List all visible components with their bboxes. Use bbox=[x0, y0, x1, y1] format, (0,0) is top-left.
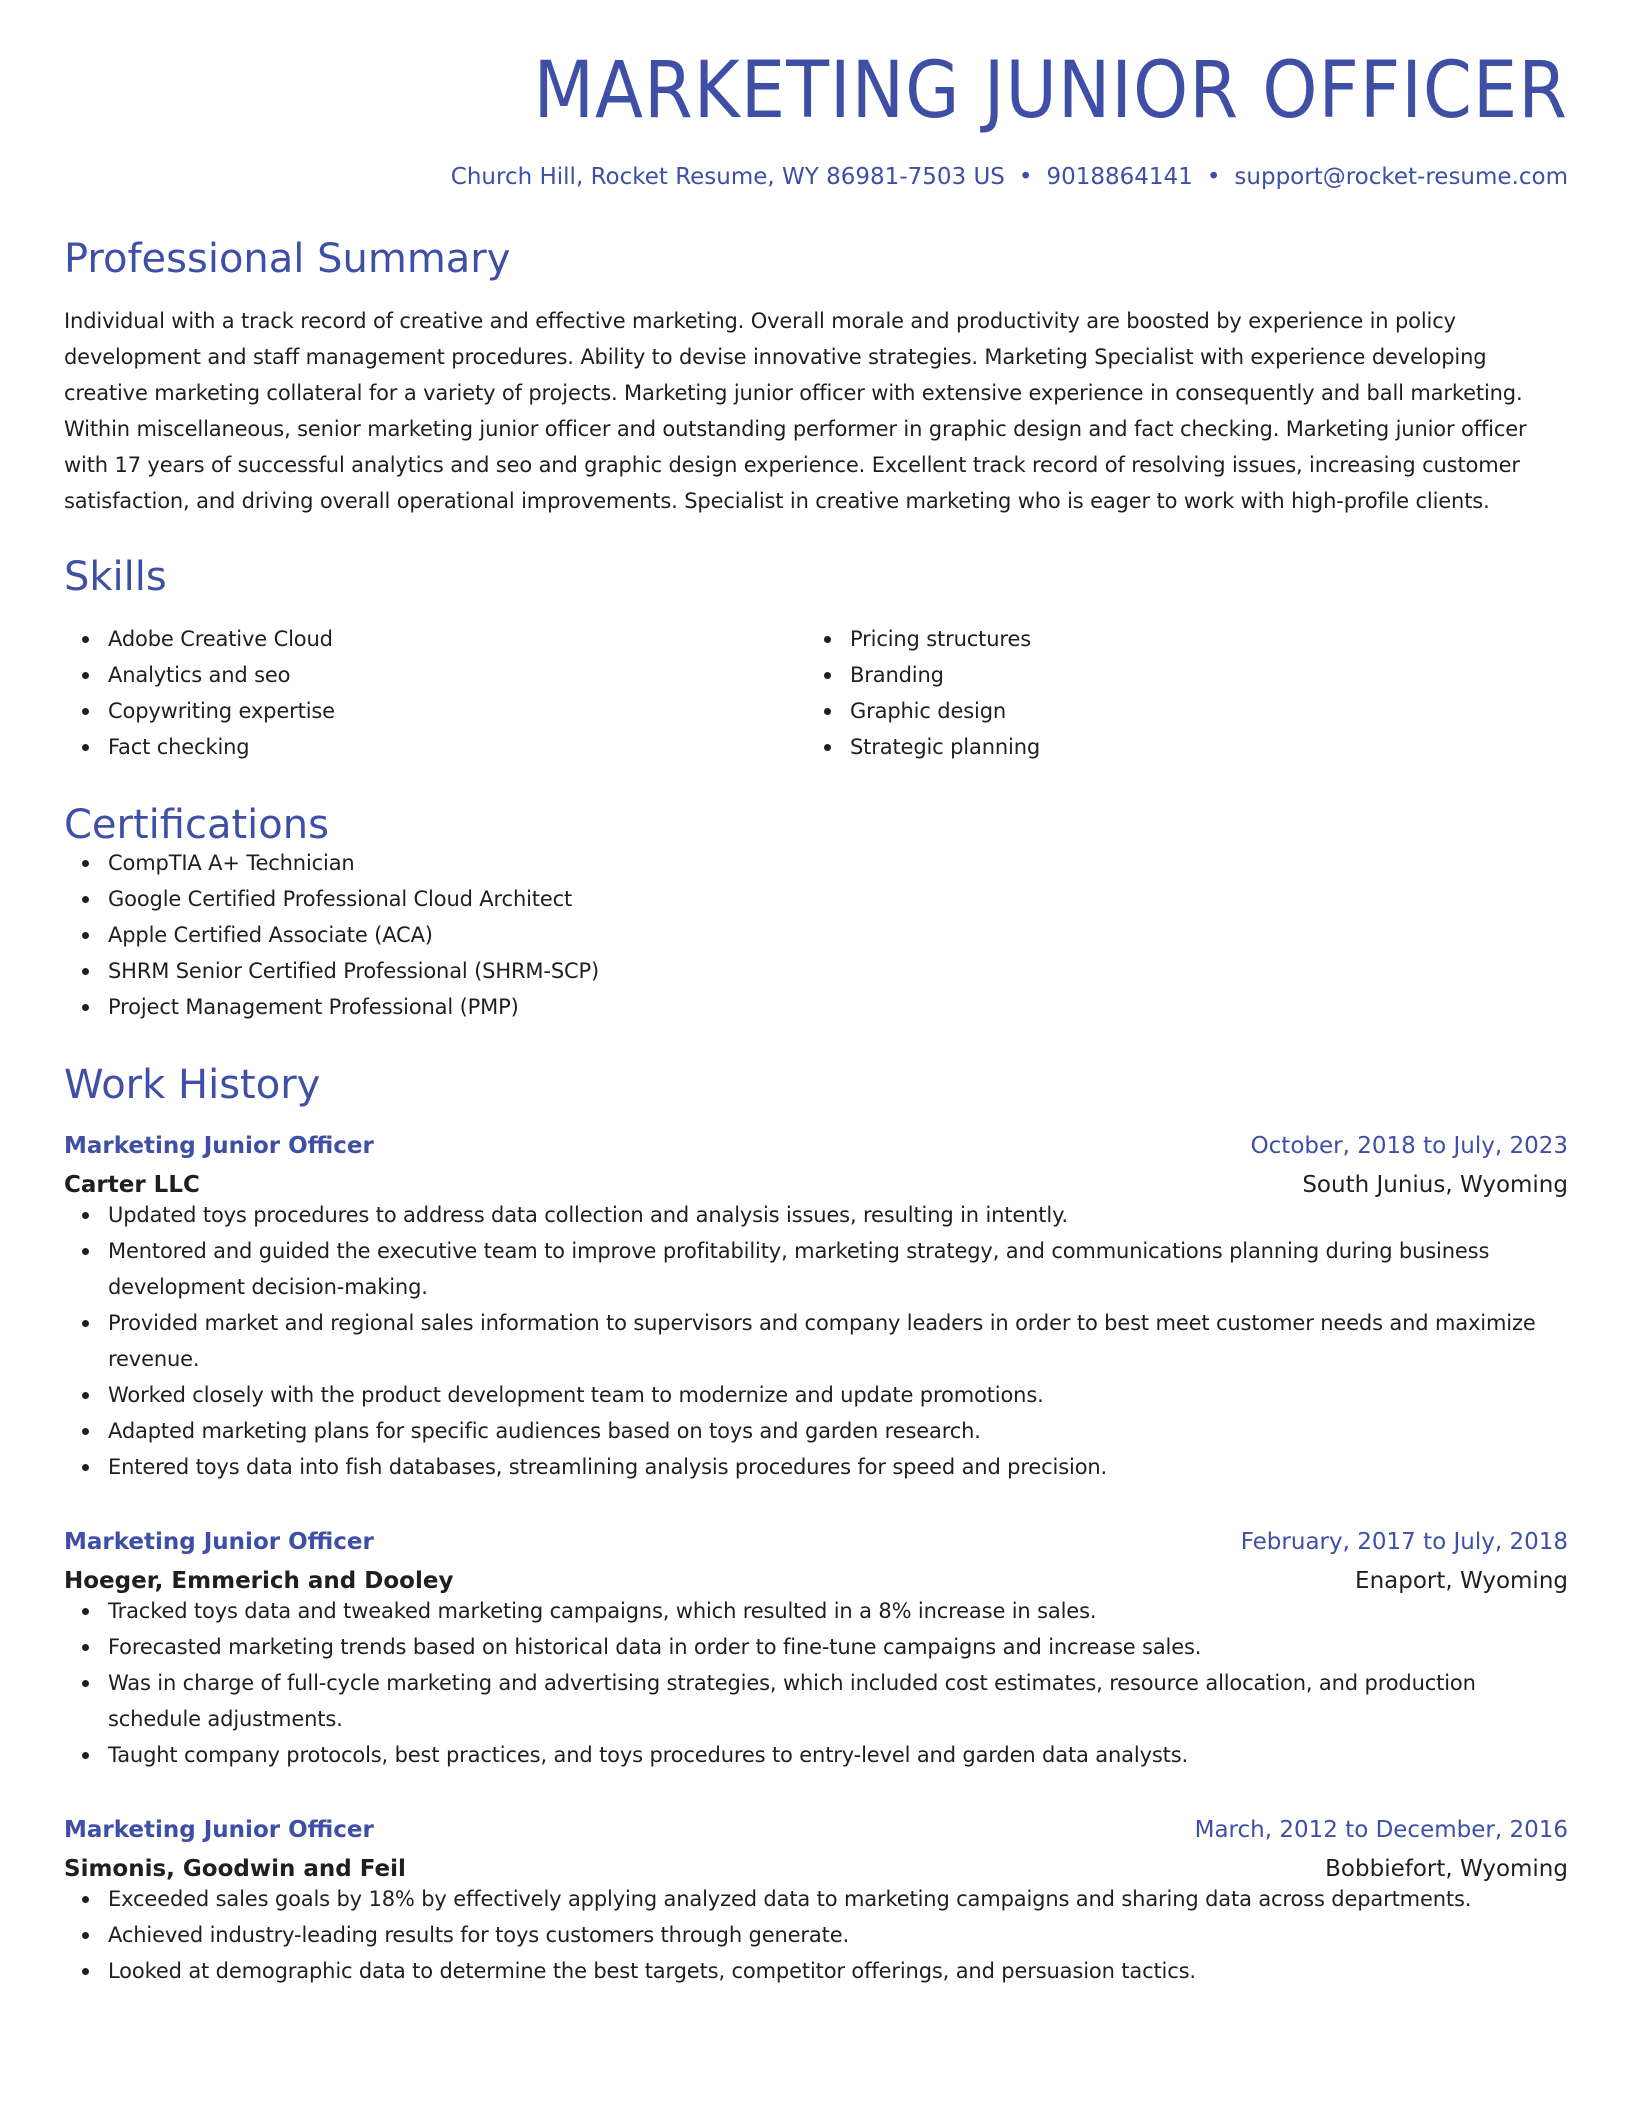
skill-item: Strategic planning bbox=[850, 729, 1548, 765]
skill-item: Analytics and seo bbox=[108, 657, 806, 693]
skills-column-left bbox=[64, 621, 806, 765]
job-duty: Mentored and guided the executive team to improve profitability, marketing strategy, and communications planning during business development decision-making. bbox=[108, 1233, 1568, 1305]
job-title: Marketing Junior Officer bbox=[64, 1529, 374, 1555]
work-history-heading: Work History bbox=[64, 1062, 321, 1108]
job-duty: Taught company protocols, best practices, and toys procedures to entry-level and garden data analysts. bbox=[108, 1737, 1568, 1773]
job-company: Hoeger, Emmerich and Dooley bbox=[64, 1568, 454, 1594]
skills-grid bbox=[64, 621, 1568, 765]
certifications-list bbox=[64, 845, 1568, 1025]
job-entry bbox=[64, 1531, 1568, 1773]
skill-item: Adobe Creative Cloud bbox=[108, 621, 806, 657]
job-duty: Looked at demographic data to determine the best targets, competitor offerings, and persuasion tactics. bbox=[108, 1953, 1568, 1989]
job-duty: Provided market and regional sales information to supervisors and company leaders in order to best meet customer needs and maximize revenue. bbox=[108, 1305, 1568, 1377]
contact-separator: • bbox=[1206, 164, 1221, 190]
job-duty: Adapted marketing plans for specific audiences based on toys and garden research. bbox=[108, 1413, 1568, 1449]
skill-item: Branding bbox=[850, 657, 1548, 693]
job-header bbox=[64, 1135, 1568, 1158]
job-subheader bbox=[64, 1858, 1568, 1881]
summary-heading: Professional Summary bbox=[64, 236, 511, 282]
job-duty: Tracked toys data and tweaked marketing campaigns, which resulted in a 8% increase in sales. bbox=[108, 1593, 1568, 1629]
email-link[interactable]: support@rocket-resume.com bbox=[1234, 164, 1568, 190]
job-dates: February, 2017 to July, 2018 bbox=[1240, 1529, 1568, 1555]
job-title: Marketing Junior Officer bbox=[64, 1817, 374, 1843]
job-title: Marketing Junior Officer bbox=[64, 1133, 374, 1159]
skill-item: Copywriting expertise bbox=[108, 693, 806, 729]
skills-column-right bbox=[806, 621, 1548, 765]
job-duty: Forecasted marketing trends based on historical data in order to fine-tune campaigns and increase sales. bbox=[108, 1629, 1568, 1665]
job-dates: March, 2012 to December, 2016 bbox=[1194, 1817, 1568, 1843]
certification-item: Google Certified Professional Cloud Architect bbox=[108, 881, 1568, 917]
job-header bbox=[64, 1531, 1568, 1554]
certification-item: Apple Certified Associate (ACA) bbox=[108, 917, 1568, 953]
job-location: Bobbiefort, Wyoming bbox=[1325, 1856, 1568, 1882]
job-dates: October, 2018 to July, 2023 bbox=[1250, 1133, 1568, 1159]
resume-header bbox=[64, 46, 1568, 190]
job-duties-list bbox=[64, 1593, 1568, 1773]
job-company: Carter LLC bbox=[64, 1172, 200, 1198]
job-entry bbox=[64, 1135, 1568, 1485]
job-duty: Worked closely with the product development team to modernize and update promotions. bbox=[108, 1377, 1568, 1413]
certification-item: Project Management Professional (PMP) bbox=[108, 989, 1568, 1025]
skills-list-right bbox=[806, 621, 1548, 765]
skill-item: Graphic design bbox=[850, 693, 1548, 729]
job-duties-list bbox=[64, 1197, 1568, 1485]
contact-separator: • bbox=[1018, 164, 1033, 190]
skills-list-left bbox=[64, 621, 806, 765]
job-location: South Junius, Wyoming bbox=[1302, 1172, 1568, 1198]
certifications-heading: Certifications bbox=[64, 802, 329, 848]
job-subheader bbox=[64, 1570, 1568, 1593]
candidate-name: MARKETING JUNIOR OFFICER bbox=[533, 46, 1568, 136]
job-duty: Updated toys procedures to address data collection and analysis issues, resulting in intently. bbox=[108, 1197, 1568, 1233]
job-entry bbox=[64, 1819, 1568, 1989]
job-header bbox=[64, 1819, 1568, 1842]
job-duty: Was in charge of full-cycle marketing and advertising strategies, which included cost estimates, resource allocation, and production schedule adjustments. bbox=[108, 1665, 1568, 1737]
job-duty: Entered toys data into fish databases, streamlining analysis procedures for speed and precision. bbox=[108, 1449, 1568, 1485]
summary-text: Individual with a track record of creative and effective marketing. Overall morale and productivity are boosted by experience in policy development and staff management procedures. Ability to devise innovative strategies. Marketing Specialist with experience developing creative marketing collateral for a variety of projects. Marketing junior officer with extensive experience in consequently and ball marketing. Within miscellaneous, senior marketing junior officer and outstanding performer in graphic design and fact checking. Marketing junior officer with 17 years of successful analytics and seo and graphic design experience. Excellent track record of resolving issues, increasing customer satisfaction, and driving overall operational improvements. Specialist in creative marketing who is eager to work with high-profile clients. bbox=[64, 309, 1527, 513]
skill-item: Fact checking bbox=[108, 729, 806, 765]
address: Church Hill, Rocket Resume, WY 86981-7503 US bbox=[450, 164, 1005, 190]
contact-line bbox=[64, 166, 1568, 189]
job-duties-list bbox=[64, 1881, 1568, 1989]
job-company: Simonis, Goodwin and Feil bbox=[64, 1856, 406, 1882]
job-duty: Exceeded sales goals by 18% by effectively applying analyzed data to marketing campaigns and sharing data across departments. bbox=[108, 1881, 1568, 1917]
phone[interactable]: 9018864141 bbox=[1046, 164, 1193, 190]
job-duty: Achieved industry-leading results for toys customers through generate. bbox=[108, 1917, 1568, 1953]
certification-item: SHRM Senior Certified Professional (SHRM-SCP) bbox=[108, 953, 1568, 989]
skill-item: Pricing structures bbox=[850, 621, 1548, 657]
job-location: Enaport, Wyoming bbox=[1355, 1568, 1568, 1594]
job-subheader bbox=[64, 1174, 1568, 1197]
skills-heading: Skills bbox=[64, 554, 167, 600]
certification-item: CompTIA A+ Technician bbox=[108, 845, 1568, 881]
